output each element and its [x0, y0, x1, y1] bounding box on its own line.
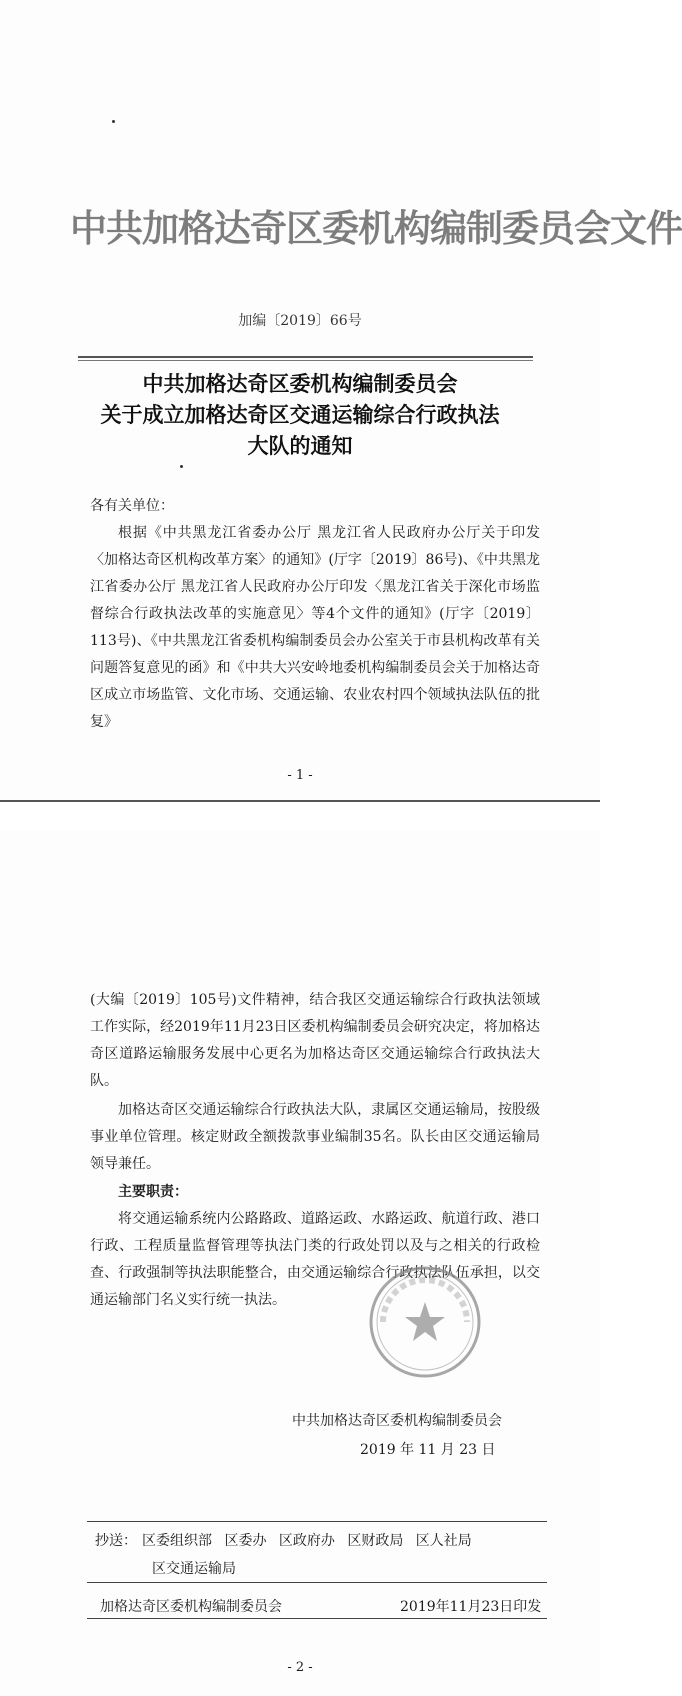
document-title — [60, 368, 540, 461]
title-line-2: 关于成立加格达奇区交通运输综合行政执法 — [100, 402, 500, 427]
cc-recipients-line-1: 区委组织部 区委办 区政府办 区财政局 区人社局 — [142, 1533, 472, 1549]
page-number-1: - 1 - — [287, 768, 313, 783]
issuer-banner: 中共加格达奇区委机构编制委员会文件 — [70, 206, 682, 250]
duties-label: 主要职责： — [118, 1184, 188, 1200]
body-paragraph-2: 加格达奇区交通运输综合行政执法大队，隶属区交通运输局，按股级事业单位管理。核定财政全额拨款事业编制35名。队长由区交通运输局领导兼任。 — [90, 1102, 540, 1172]
scan-speck — [112, 120, 115, 123]
title-line-1: 中共加格达奇区委机构编制委员会 — [142, 371, 458, 396]
signature-date: 2019 年 11 月 23 日 — [360, 1442, 496, 1458]
salutation: 各有关单位： — [90, 498, 174, 514]
body-paragraph-3: 将交通运输系统内公路路政、道路运政、水路运政、航道行政、港口行政、工程质量监督管理等执法门类的行政处罚以及与之相关的行政检查、行政强制等执法职能整合，由交通运输综合行政执法队伍承担，以交通运输部门名义实行统一执法。 — [90, 1211, 540, 1308]
page-gap — [0, 802, 600, 830]
header-divider-thin — [78, 360, 533, 361]
cc-label: 抄送： — [95, 1533, 137, 1549]
title-line-3: 大队的通知 — [247, 433, 353, 458]
footer-rule-bottom — [87, 1618, 547, 1619]
official-seal-icon — [365, 1262, 485, 1382]
issue-date: 2019年11月23日印发 — [400, 1599, 542, 1615]
body-paragraph-1-continued: (大编〔2019〕105号)文件精神，结合我区交通运输综合行政执法领域工作实际，经2019年11月23日区委机构编制委员会研究决定，将加格达奇区道路运输服务发展中心更名为加格达奇区交通运输综合行政执法大队。 — [90, 992, 540, 1089]
signature-organization: 中共加格达奇区委机构编制委员会 — [292, 1413, 502, 1429]
body-paragraph-1: 根据《中共黑龙江省委办公厅 黑龙江省人民政府办公厅关于印发〈加格达奇区机构改革方案〉的通知》(厅字〔2019〕86号)、《中共黑龙江省委办公厅 黑龙江省人民政府办公厅印发〈黑龙江省关于深化市场监督综合行政执法改革的实施意见〉等4个文件的通知》(厅字〔2019〕113号)、《中共黑龙江省委机构编制委员会办公室关于市县机构改革有关问题答复意见的函》和《中共大兴安岭地委机构编制委员会关于加格达奇区成立市场监管、文化市场、交通运输、农业农村四个领域执法队伍的批复》 — [90, 525, 540, 730]
document-page-1 — [0, 0, 682, 802]
cc-recipients-line-2: 区交通运输局 — [152, 1561, 236, 1577]
footer-rule-top — [87, 1521, 547, 1522]
scan-speck — [180, 465, 183, 468]
footer-rule-middle — [87, 1582, 547, 1583]
document-number: 加编〔2019〕66号 — [238, 313, 362, 329]
header-divider — [78, 356, 533, 358]
page-number-2: - 2 - — [287, 1660, 313, 1675]
issuing-office: 加格达奇区委机构编制委员会 — [100, 1599, 282, 1615]
